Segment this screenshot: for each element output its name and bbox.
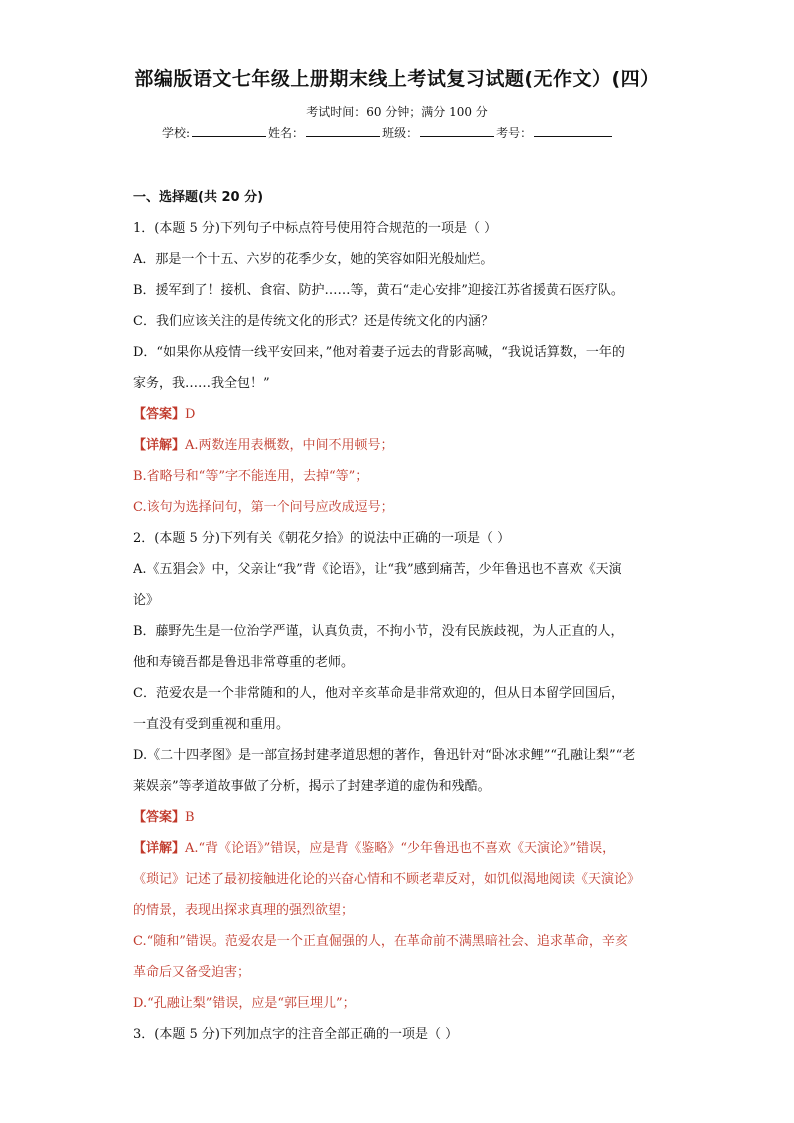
q2-option-c-line1: C．范爱农是一个非常随和的人，他对辛亥革命是非常欢迎的，但从日本留学回国后， <box>133 686 624 701</box>
detail-tag: 【详解】 <box>133 438 186 453</box>
number-blank <box>534 124 612 137</box>
q2-detail-line3: 的情景，表现出探求真理的强烈欲望； <box>133 903 355 918</box>
q2-detail-line4: C.“随和”错误。范爱农是一个正直倔强的人，在革命前不满黑暗社会、追求革命，辛亥 <box>133 934 628 949</box>
q2-option-a-line2: 论》 <box>133 593 160 608</box>
q2-option-b-line1: B．藤野先生是一位治学严谨，认真负责，不拘小节，没有民族歧视，为人正直的人， <box>133 624 624 639</box>
q1-option-d-line1: D．“如果你从疫情一线平安回来，”他对着妻子远去的背影高喊，“我说话算数，一年的 <box>133 345 625 360</box>
answer-value: B <box>185 810 195 825</box>
q2-option-d-line1: D.《二十四孝图》是一部宣扬封建孝道思想的著作，鲁迅针对“卧冰求鲤”“孔融让梨”“老 <box>133 748 636 763</box>
q1-option-d-line2: 家务，我……我全包！” <box>133 376 270 391</box>
detail-text: A.两数连用表概数，中间不用顿号； <box>185 438 394 453</box>
q1-detail-line3: C.该句为选择问句，第一个问号应改成逗号； <box>133 500 394 515</box>
detail-text: A.“背《论语》”错误，应是背《鉴略》“少年鲁迅也不喜欢《天演论》”错误， <box>185 841 616 856</box>
student-info-line <box>162 124 614 141</box>
name-label: 姓名： <box>268 126 305 140</box>
q2-stem: 2．(本题 5 分)下列有关《朝花夕拾》的说法中正确的一项是（ ） <box>133 531 511 546</box>
q1-option-c: C．我们应该关注的是传统文化的形式？还是传统文化的内涵？ <box>133 314 494 329</box>
q2-detail-line5: 革命后又备受迫害； <box>133 965 251 980</box>
exam-content <box>133 182 681 1050</box>
page-title: 部编版语文七年级上册期末线上考试复习试题(无作文）(四） <box>134 68 660 90</box>
school-blank <box>192 124 266 137</box>
section-heading: 一、选择题(共 20 分) <box>133 190 264 205</box>
number-label: 考号： <box>496 126 533 140</box>
q2-option-a-line1: A.《五猖会》中，父亲让“我”背《论语》，让“我”感到痛苦，少年鲁迅也不喜欢《天演 <box>133 562 622 577</box>
answer-tag: 【答案】 <box>133 810 186 825</box>
exam-time: 考试时间：60 分钟；满分 100 分 <box>306 105 488 119</box>
q2-detail <box>133 833 681 864</box>
q1-option-a: A．那是一个十五、六岁的花季少女，她的笑容如阳光般灿烂。 <box>133 252 494 267</box>
q1-stem: 1．(本题 5 分)下列句子中标点符号使用符合规范的一项是（ ） <box>133 221 498 236</box>
q1-detail-line2: B.省略号和“等”字不能连用，去掉“等”； <box>133 469 369 484</box>
q1-option-b: B．援军到了！接机、食宿、防护……等，黄石“走心安排”迎接江苏省援黄石医疗队。 <box>133 283 624 298</box>
answer-value: D <box>185 407 196 422</box>
q2-detail-line2: 《琐记》记述了最初接触进化论的兴奋心情和不顾老辈反对，如饥似渴地阅读《天演论》 <box>133 872 641 887</box>
class-label: 班级： <box>382 126 419 140</box>
name-blank <box>306 124 380 137</box>
class-blank <box>420 124 494 137</box>
q3-stem: 3．(本题 5 分)下列加点字的注音全部正确的一项是（ ） <box>133 1027 459 1042</box>
q2-option-c-line2: 一直没有受到重视和重用。 <box>133 717 290 732</box>
q2-option-b-line2: 他和寿镜吾都是鲁迅非常尊重的老师。 <box>133 655 355 670</box>
q1-detail <box>133 430 681 461</box>
school-label: 学校: <box>162 126 191 140</box>
q2-answer <box>133 802 681 833</box>
q1-answer <box>133 399 681 430</box>
q2-detail-line6: D.“孔融让梨”错误，应是“郭巨埋儿”； <box>133 996 356 1011</box>
detail-tag: 【详解】 <box>133 841 186 856</box>
q2-option-d-line2: 莱娱亲”等孝道故事做了分析，揭示了封建孝道的虚伪和残酷。 <box>133 779 491 794</box>
answer-tag: 【答案】 <box>133 407 186 422</box>
